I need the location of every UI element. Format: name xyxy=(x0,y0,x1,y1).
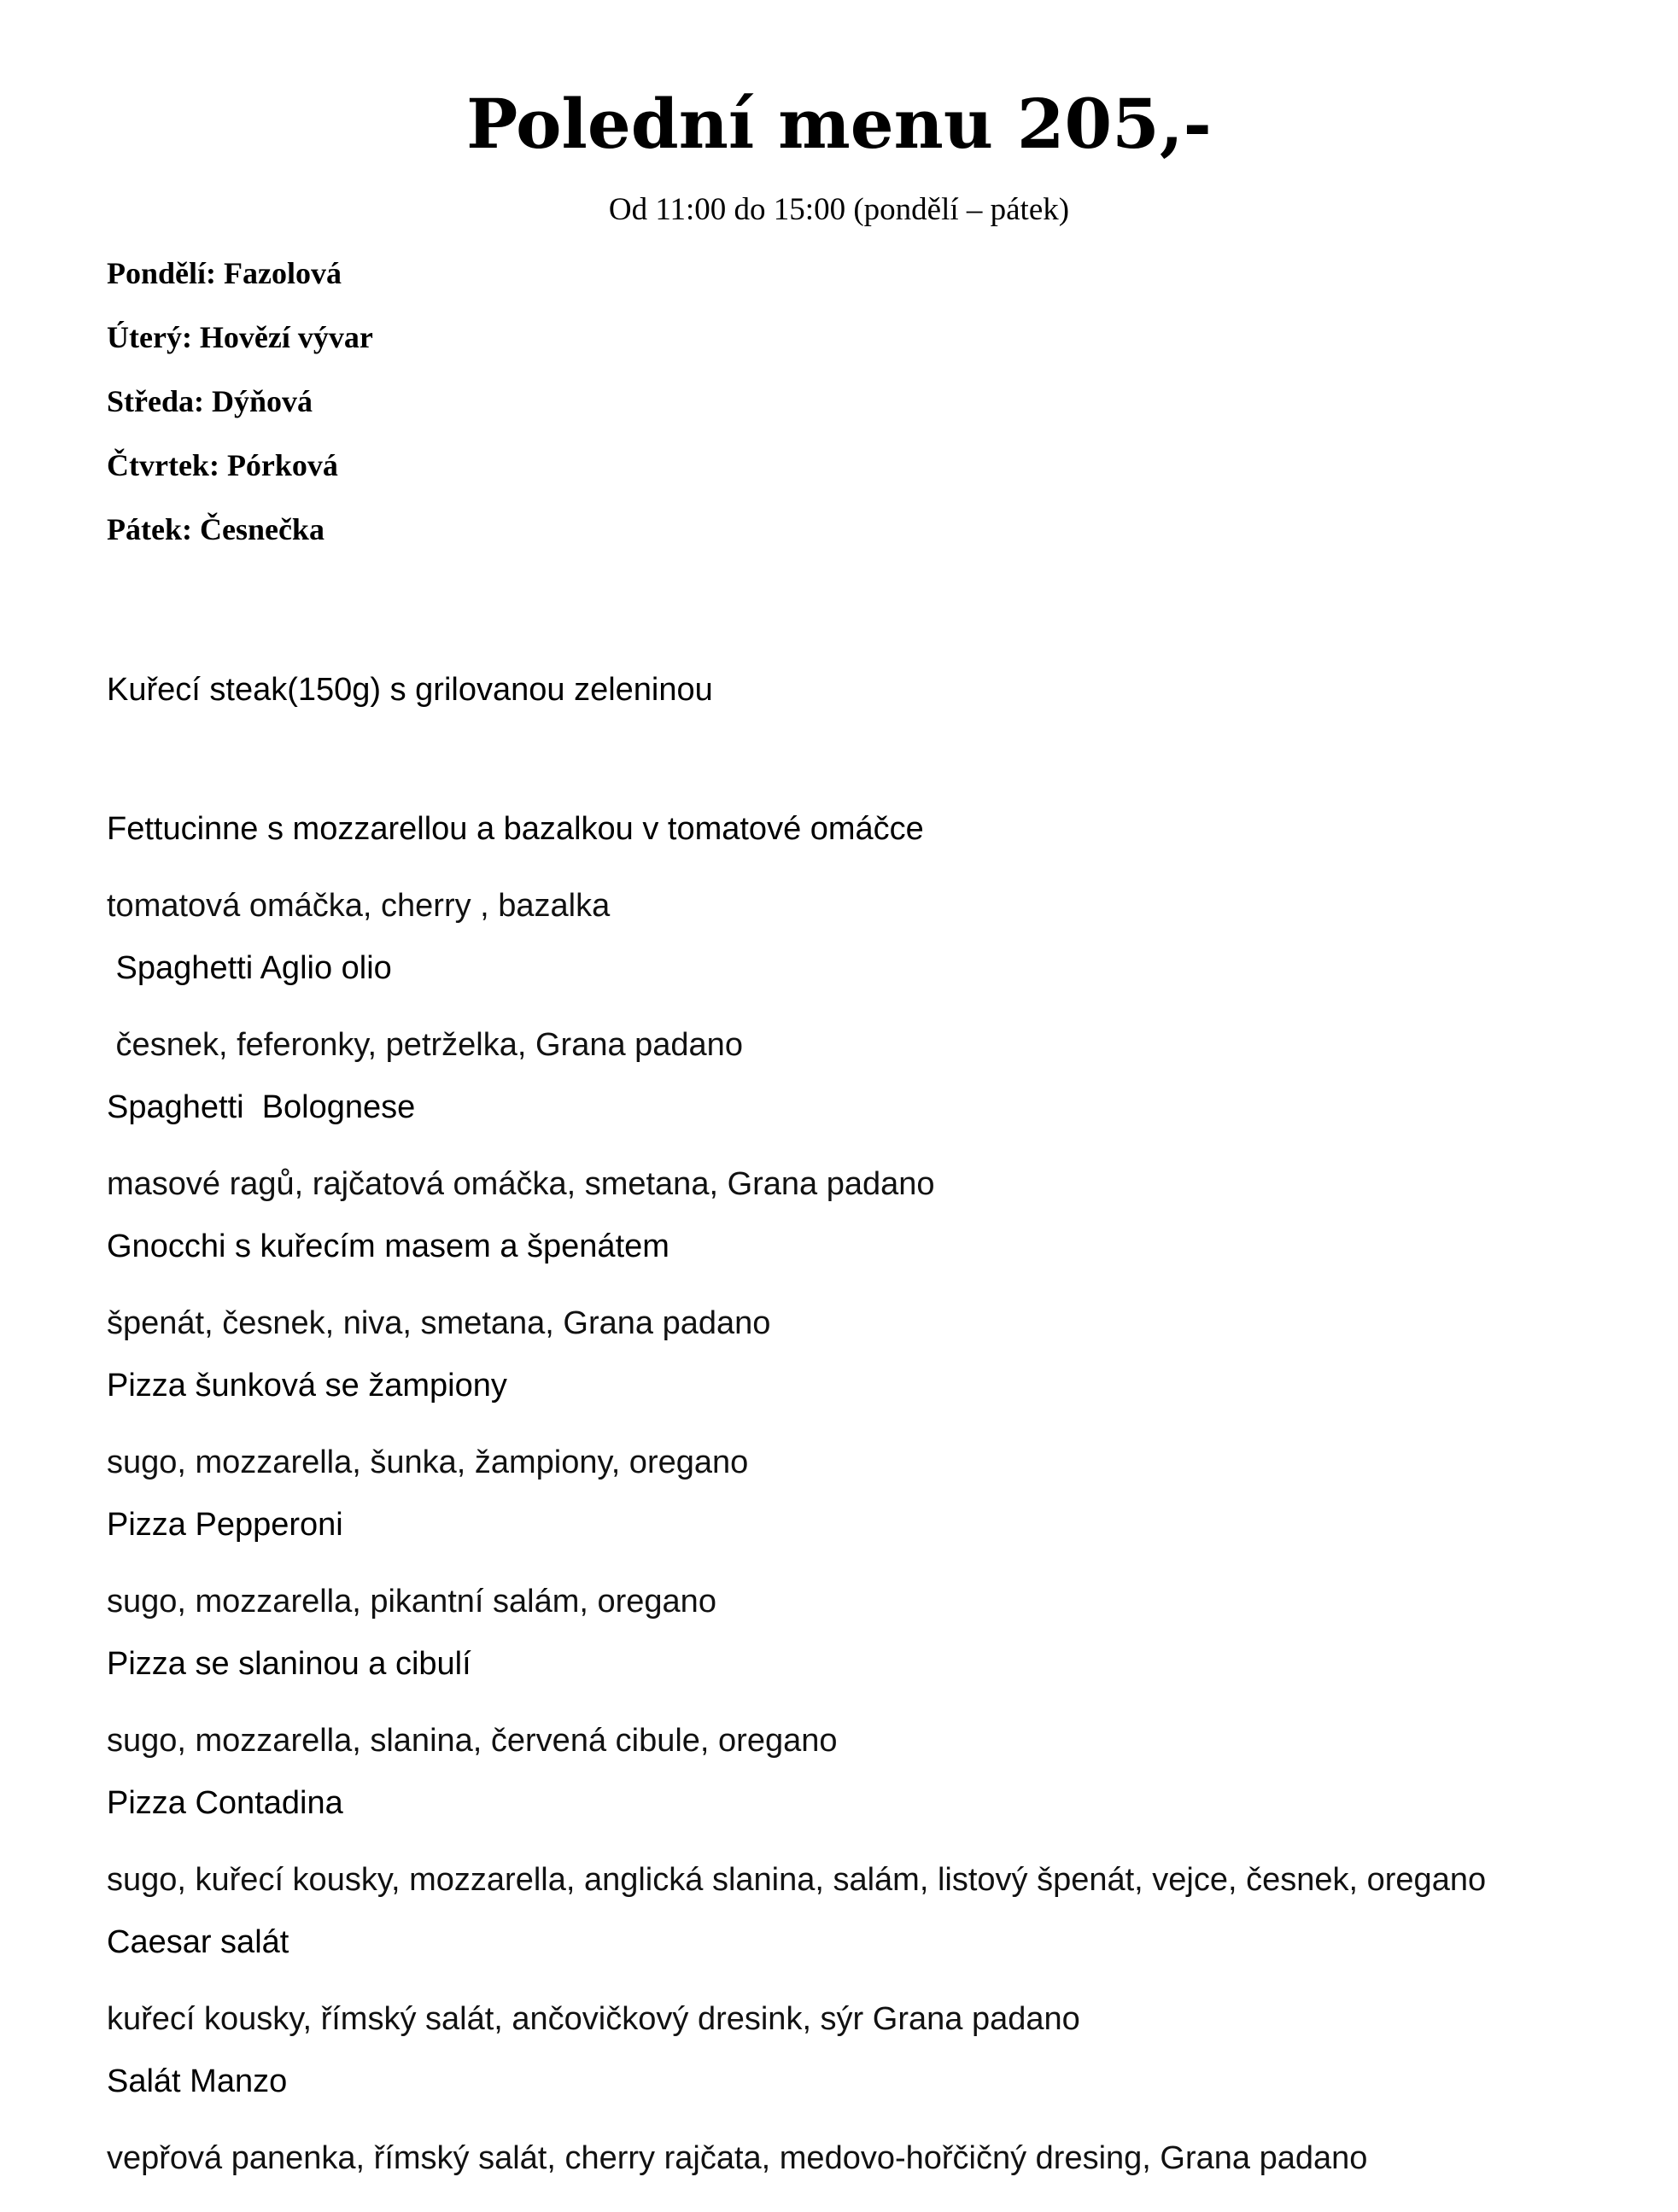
dish-name: Salát Manzo xyxy=(107,2063,288,2099)
dish-name: Pizza šunková se žampiony xyxy=(107,1368,507,1404)
dish-item xyxy=(107,1471,1644,1620)
soup-item: Úterý: Hovězí vývar xyxy=(107,320,373,354)
dish-description: sugo, mozzarella, šunka, žampiony, oregano xyxy=(107,1445,749,1480)
dish-name: Pizza Pepperoni xyxy=(107,1507,343,1543)
dish-name: Pizza Contadina xyxy=(107,1785,343,1821)
dish-item xyxy=(107,1749,1644,1898)
dish-name: Gnocchi s kuřecím masem a špenátem xyxy=(107,1229,669,1264)
dish-item xyxy=(107,914,1644,1063)
dish-description: sugo, kuřecí kousky, mozzarella, anglická slanina, salám, listový špenát, vejce, česnek, oregano xyxy=(107,1862,1487,1898)
dish-description: špenát, česnek, niva, smetana, Grana padano xyxy=(107,1305,771,1341)
page-title: Polední menu 205,- xyxy=(466,84,1212,164)
dish-description: sugo, mozzarella, slanina, červená cibule, oregano xyxy=(107,1723,838,1759)
dish-name: Pizza se slaninou a cibulí xyxy=(107,1646,471,1682)
dish-description: česnek, feferonky, petrželka, Grana padano xyxy=(107,1027,743,1063)
dish-name: Spaghetti Aglio olio xyxy=(107,950,392,986)
soup-item: Pondělí: Fazolová xyxy=(107,256,342,290)
dish-name: Spaghetti Bolognese xyxy=(107,1089,416,1125)
dish-item xyxy=(107,1053,1644,1202)
soup-item: Pátek: Česnečka xyxy=(107,512,324,546)
soup-list xyxy=(107,252,1558,572)
dish-item xyxy=(107,1888,1644,2037)
dish-item xyxy=(107,2028,1644,2176)
dish-description: kuřecí kousky, římský salát, ančovičkový dresink, sýr Grana padano xyxy=(107,2001,1080,2037)
dish-description: tomatová omáčka, cherry , bazalka xyxy=(107,888,611,924)
dish-description: vepřová panenka, římský salát, cherry rajčata, medovo-hořčičný dresing, Grana padano xyxy=(107,2140,1368,2176)
dish-description: sugo, mozzarella, pikantní salám, oregano xyxy=(107,1584,716,1620)
dish-name: Kuřecí steak(150g) s grilovanou zeleninou xyxy=(107,672,713,708)
dish-item xyxy=(107,1332,1644,1480)
serving-hours: Od 11:00 do 15:00 (pondělí – pátek) xyxy=(608,192,1070,227)
dish-name: Fettucinne s mozzarellou a bazalkou v tomatové omáčce xyxy=(107,811,924,847)
soup-item: Středa: Dýňová xyxy=(107,384,313,418)
dish-item xyxy=(107,1610,1644,1759)
dish-list xyxy=(107,636,1644,2176)
soup-item: Čtvrtek: Pórková xyxy=(107,448,338,482)
dish-description: masové ragů, rajčatová omáčka, smetana, Grana padano xyxy=(107,1166,935,1202)
dish-item xyxy=(107,1193,1644,1341)
dish-item xyxy=(107,775,1644,924)
dish-name: Caesar salát xyxy=(107,1924,289,1960)
dish-item xyxy=(107,636,1644,775)
